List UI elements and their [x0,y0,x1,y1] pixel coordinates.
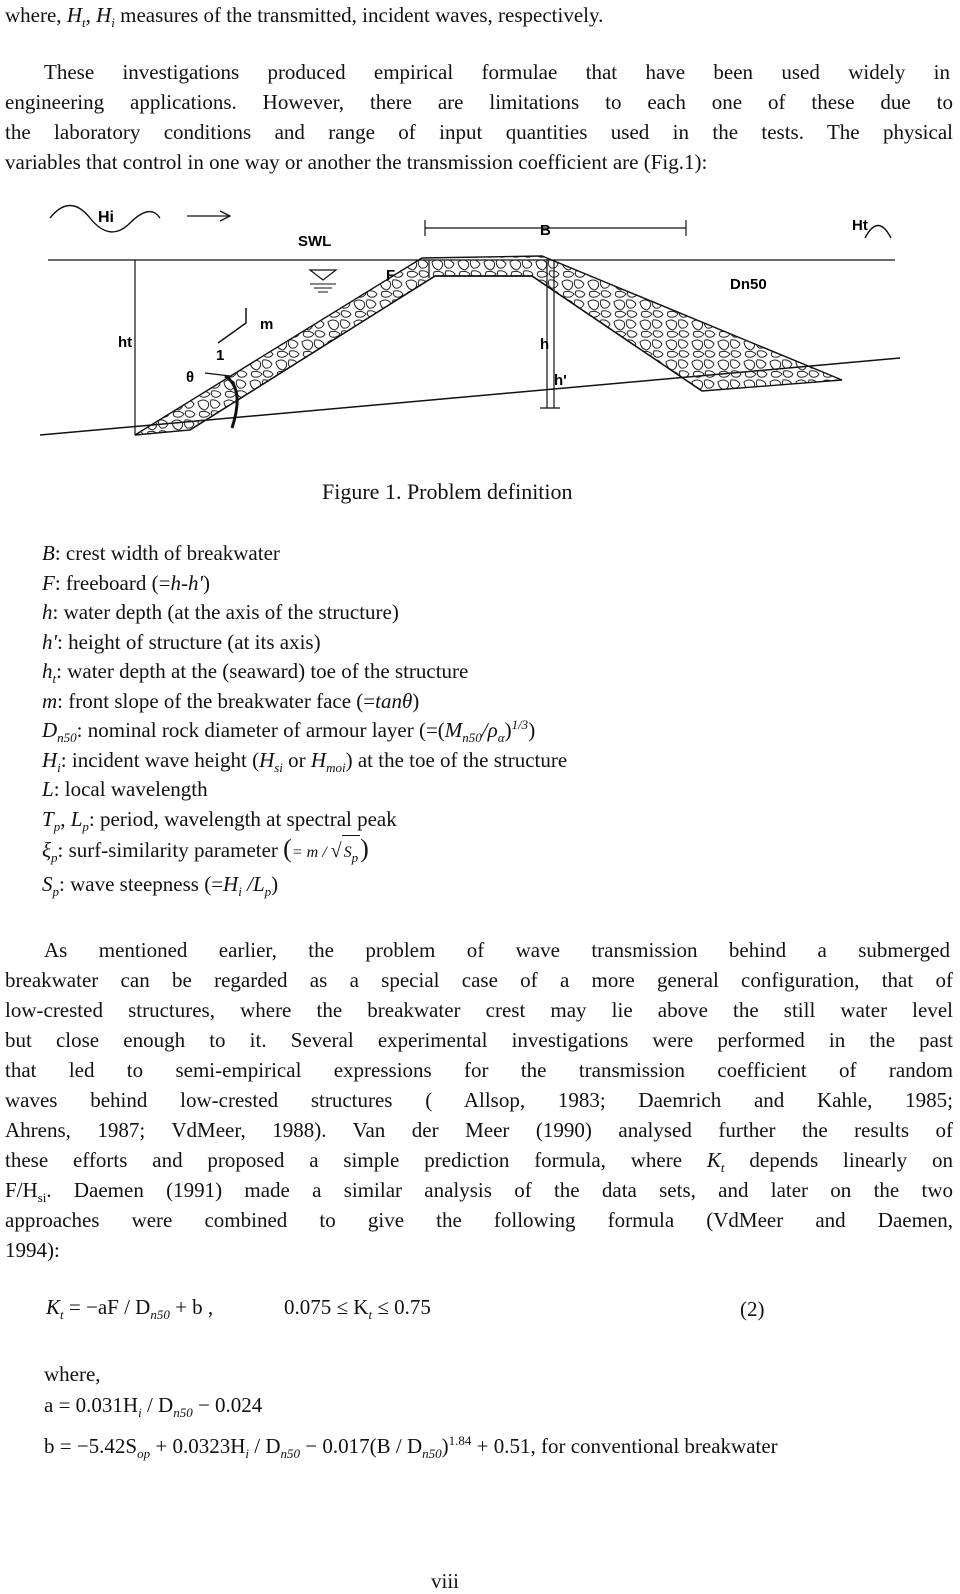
definition-item: $H_i$: incident wave height ($H_{si}$ or $H_{moi}$) at the toe of the structure [42,747,568,775]
equation-b: $b = -5.42S_{op} + 0.0323H_i / D_{n50} - 0.017(B / D_{n50})^{1.84} + 0.51$, for conventional breakwater [44,1433,778,1462]
label-b: B [540,222,551,239]
paragraph-line: low-crested structures, where the breakwater crest may lie above the still water level [5,998,953,1022]
slope-indicator [218,308,246,343]
definition-item: h': height of structure (at its axis) [42,629,321,654]
equation-2: $K_t = -aF / D_{n50} + b$ , [46,1295,214,1323]
text: where, [5,3,67,27]
label-hprime: h' [554,372,567,389]
text: , [85,3,97,27]
definition-item: $\xi_p$: surf-similarity parameter (= m / √ $S_p$) [42,834,567,864]
label-one: 1 [216,347,225,364]
definition-item: $D_{n50}$: nominal rock diameter of armour layer $(=(M_{n50}/\rho_\alpha)^{1/3})$ [42,717,536,746]
label-h: h [540,336,550,353]
label-f: F [386,267,396,284]
paragraph-line: but close enough to it. Several experimental investigations were performed in the past [5,1028,953,1052]
paragraph-line: variables that control in one way or another the transmission coefficient are (Fig.1): [5,150,708,174]
definition-item: m: front slope of the breakwater face (=tanθ) [42,688,420,713]
transmitted-wave [865,226,891,239]
intro-line [5,0,953,30]
definition-item: h: water depth (at the axis of the structure) [42,600,399,624]
page-number: viii [431,1569,460,1593]
paragraph-line: 1994): [5,1238,60,1262]
definition-item: $S_p$: wave steepness ($=H_i$ $/L_p$) [42,871,279,899]
paragraph-line: $F/H_{si}$. Daemen (1991) made a similar analysis of the data sets, and later on the two [5,1178,953,1206]
definition-item: F: freeboard (=h-h') [42,570,210,595]
definition-item: $T_p$, $L_p$: period, wavelength at spectral peak [42,806,397,834]
breakwater-figure [40,198,900,448]
equation-number: (2) [740,1297,765,1321]
paragraph-line: these efforts and proposed a simple prediction formula, where $K_t$ depends linearly on [5,1148,953,1176]
paragraph-line: Ahrens, 1987; VdMeer, 1988). Van der Meer (1990) analysed further the results of [5,1118,953,1142]
paragraph-line: approaches were combined to give the following formula (VdMeer and Daemen, [5,1208,953,1232]
label-theta: θ [186,369,195,386]
paragraph-line: that led to semi-empirical expressions for the transmission coefficient of random [5,1058,953,1082]
paragraph-line: the laboratory conditions and range of input quantities used in the tests. The physical [5,120,953,144]
symbol: H [66,3,82,27]
paragraph-line: These investigations produced empirical formulae that have been used widely in [44,60,950,84]
definition-item: L: local wavelength [42,777,208,801]
equation-2-range: $0.075 \le K_t \le 0.75$ [284,1295,431,1323]
where-label: where, [44,1362,101,1386]
label-ht-transmitted: Ht [852,217,868,234]
swl-triangle-icon [310,270,336,280]
paragraph-line: As mentioned earlier, the problem of wave transmission behind a submerged [44,938,950,962]
label-m: m [260,316,274,333]
equation-a: $a = 0.031H_i / D_{n50} - 0.024$ [44,1393,263,1421]
symbol: H [96,3,112,27]
definition-item: $h_t$: water depth at the (seaward) toe of the structure [42,659,469,687]
paragraph-line: engineering applications. However, there are limitations to each one of these due to [5,90,953,114]
figure-caption: Figure 1. Problem definition [322,479,573,504]
label-swl: SWL [298,233,332,250]
definition-item: B: crest width of breakwater [42,541,280,565]
label-ht-toe: ht [118,334,133,351]
text: measures of the transmitted, incident waves, respectively. [114,3,604,27]
paragraph-line: breakwater can be regarded as a special case of a more general configuration, that of [5,968,953,992]
subscript: t [81,15,86,31]
label-hi: Hi [98,209,114,226]
subscript: i [111,15,115,31]
definitions-list [42,539,567,899]
label-dn50: Dn50 [730,276,767,293]
paragraph-line: waves behind low-crested structures ( Allsop, 1983; Daemrich and Kahle, 1985; [5,1088,953,1112]
